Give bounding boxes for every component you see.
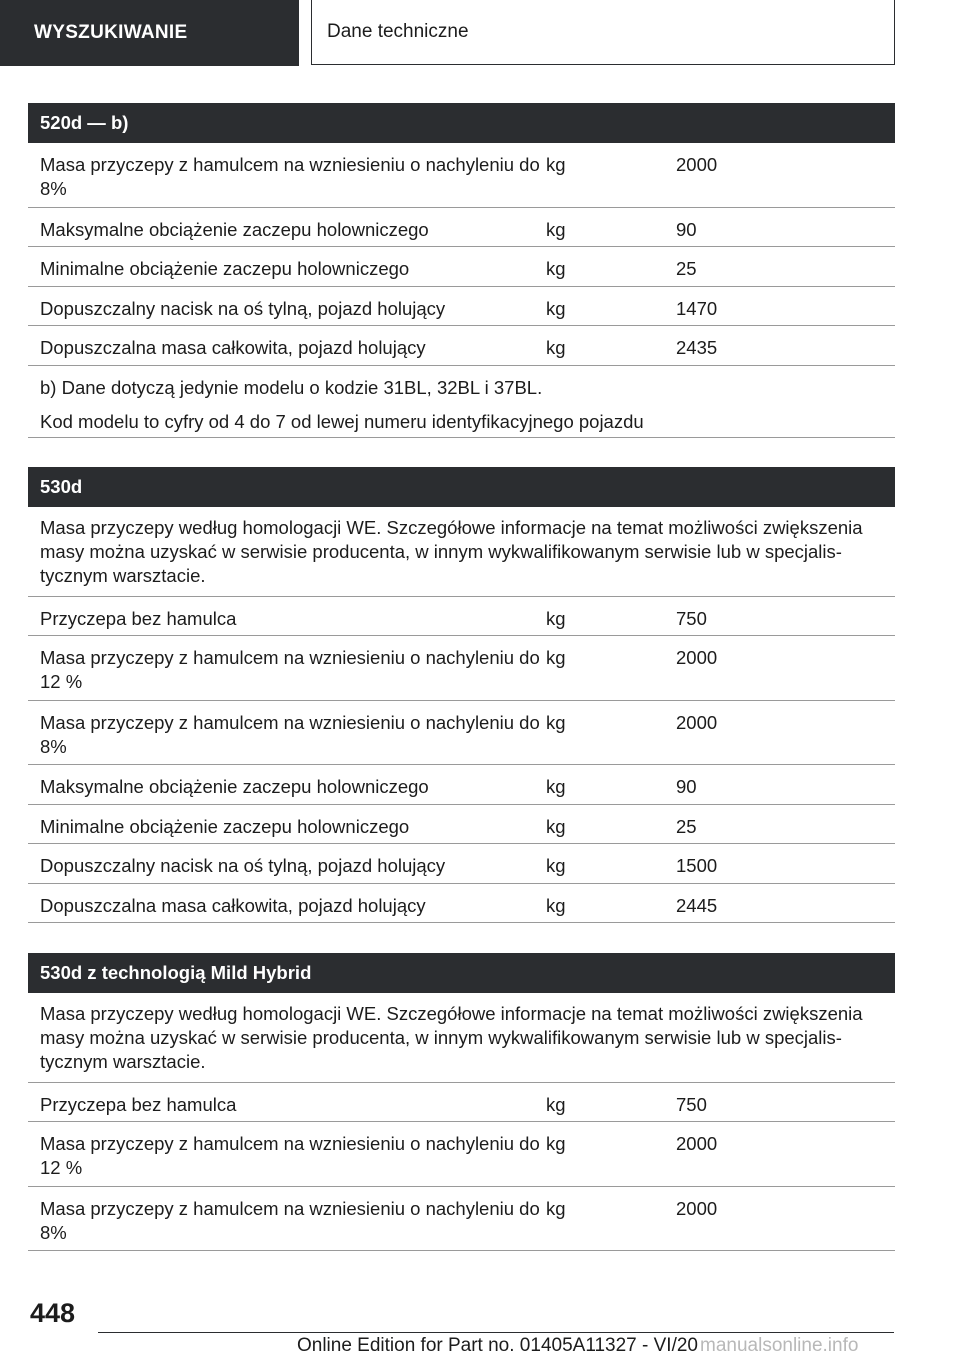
- row-label: Masa przyczepy z hamulcem na wzniesieniu o nachyleniu do 12 %: [40, 647, 540, 692]
- row-label: Masa przyczepy z hamulcem na wzniesieniu o nachyleniu do 8%: [40, 1198, 540, 1243]
- table-row: [28, 1083, 895, 1122]
- table-row: [28, 287, 895, 326]
- table-row: [28, 884, 895, 923]
- section-intro: Masa przyczepy według homologacji WE. Szczegółowe informacje na temat możliwości zwiększenia masy można uzyskać w serwisie producenta, w innym wykwalifikowanym serwisie lub w specjalis-tycznym warsztacie.: [28, 507, 895, 597]
- section-title: 530d z technologią Mild Hybrid: [28, 953, 895, 993]
- row-label: Masa przyczepy z hamulcem na wzniesieniu o nachyleniu do 8%: [40, 154, 540, 199]
- row-value: 2445: [676, 895, 718, 916]
- table-row: [28, 636, 895, 701]
- row-unit: kg: [546, 1133, 566, 1154]
- row-unit: kg: [546, 776, 566, 797]
- section-intro: Masa przyczepy według homologacji WE. Szczegółowe informacje na temat możliwości zwiększenia masy można uzyskać w serwisie producenta, w innym wykwalifikowanym serwisie lub w specjalis-tycznym warsztacie.: [28, 993, 895, 1083]
- row-value: 1500: [676, 855, 718, 876]
- row-label: Dopuszczalny nacisk na oś tylną, pojazd holujący: [40, 298, 446, 319]
- row-value: 750: [676, 1094, 707, 1115]
- row-value: 2000: [676, 1198, 718, 1219]
- row-value: 2000: [676, 712, 718, 733]
- row-unit: kg: [546, 154, 566, 175]
- row-unit: kg: [546, 337, 566, 358]
- row-label: Dopuszczalna masa całkowita, pojazd holujący: [40, 895, 426, 916]
- row-label: Minimalne obciążenie zaczepu holowniczego: [40, 258, 410, 279]
- row-value: 25: [676, 816, 697, 837]
- row-unit: kg: [546, 895, 566, 916]
- footnote-line: b) Dane dotyczą jedynie modelu o kodzie 31BL, 32BL i 37BL.: [40, 377, 543, 398]
- row-label: Dopuszczalna masa całkowita, pojazd holujący: [40, 337, 426, 358]
- row-unit: kg: [546, 816, 566, 837]
- row-unit: kg: [546, 219, 566, 240]
- row-label: Przyczepa bez hamulca: [40, 1094, 237, 1115]
- row-label: Maksymalne obciążenie zaczepu holowniczego: [40, 776, 429, 797]
- row-unit: kg: [546, 712, 566, 733]
- section-520d: [28, 103, 895, 438]
- row-value: 90: [676, 776, 697, 797]
- row-unit: kg: [546, 258, 566, 279]
- row-label: Przyczepa bez hamulca: [40, 608, 237, 629]
- search-button[interactable]: WYSZUKIWANIE: [0, 0, 299, 66]
- row-value: 90: [676, 219, 697, 240]
- table-row: [28, 844, 895, 884]
- row-unit: kg: [546, 1198, 566, 1219]
- breadcrumb[interactable]: Dane techniczne: [311, 0, 895, 65]
- table-row: [28, 143, 895, 208]
- table-row: [28, 701, 895, 765]
- row-value: 2000: [676, 1133, 718, 1154]
- row-unit: kg: [546, 298, 566, 319]
- row-label: Maksymalne obciążenie zaczepu holowniczego: [40, 219, 429, 240]
- table-row: [28, 208, 895, 247]
- top-bar: [0, 0, 960, 66]
- table-row: [28, 765, 895, 805]
- footnote: [28, 366, 895, 438]
- row-unit: kg: [546, 1094, 566, 1115]
- section-530d: [28, 467, 895, 923]
- footnote-line: Kod modelu to cyfry od 4 do 7 od lewej numeru identyfikacyjnego pojazdu: [40, 411, 644, 432]
- section-title: 520d — b): [28, 103, 895, 143]
- section-title: 530d: [28, 467, 895, 507]
- row-label: Minimalne obciążenie zaczepu holowniczego: [40, 816, 410, 837]
- row-unit: kg: [546, 647, 566, 668]
- watermark-text: manualsonline.info: [700, 1335, 859, 1356]
- table-row: [28, 805, 895, 844]
- row-unit: kg: [546, 855, 566, 876]
- row-label: Masa przyczepy z hamulcem na wzniesieniu o nachyleniu do 12 %: [40, 1133, 540, 1178]
- row-value: 1470: [676, 298, 718, 319]
- table-row: [28, 597, 895, 636]
- row-value: 750: [676, 608, 707, 629]
- table-row: [28, 326, 895, 366]
- row-unit: kg: [546, 608, 566, 629]
- section-530d-mild-hybrid: [28, 953, 895, 1251]
- row-value: 2435: [676, 337, 718, 358]
- row-label: Dopuszczalny nacisk na oś tylną, pojazd holujący: [40, 855, 446, 876]
- page-number: 448: [30, 1298, 76, 1328]
- row-label: Masa przyczepy z hamulcem na wzniesieniu o nachyleniu do 8%: [40, 712, 540, 757]
- edition-info: Online Edition for Part no. 01405A11327 - VI/20: [296, 1335, 698, 1356]
- row-value: 2000: [676, 647, 718, 668]
- row-value: 2000: [676, 154, 718, 175]
- row-value: 25: [676, 258, 697, 279]
- table-row: [28, 247, 895, 287]
- page-footer: [0, 1290, 960, 1362]
- table-row: [28, 1122, 895, 1187]
- table-row: [28, 1187, 895, 1251]
